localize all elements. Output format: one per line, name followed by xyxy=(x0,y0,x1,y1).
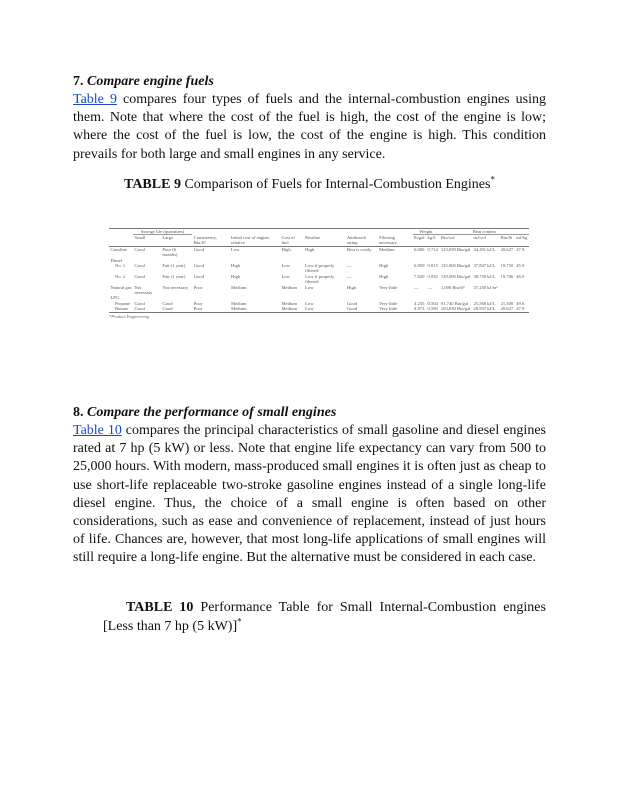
column-header-row xyxy=(109,235,529,246)
table-9-footnote: *Product Engineering. xyxy=(109,313,151,319)
table-cell: Fair (1 year) xyxy=(162,262,186,268)
table-9-caption xyxy=(73,175,546,194)
table-cell: 6.000 xyxy=(414,246,425,252)
table-cell: Good xyxy=(133,306,161,312)
table-cell: 135,800 Btu/gal xyxy=(440,262,471,268)
table-cell: Low xyxy=(305,300,314,306)
table-cell: Low xyxy=(304,306,346,312)
table-cell: 49.6 xyxy=(516,300,525,306)
column-header: Cost of fuel xyxy=(280,235,304,246)
column-header: Antiknock rating xyxy=(345,235,377,246)
table-cell: High xyxy=(231,262,241,268)
table-cell: 21,308 xyxy=(500,300,514,306)
table-cell: Not necessary xyxy=(162,284,189,290)
section-8-heading xyxy=(73,403,546,422)
table-9-label: TABLE 9 xyxy=(124,176,181,192)
table-row xyxy=(109,246,529,257)
table-cell: 4.873 xyxy=(414,306,425,312)
table-cell: Poor (6 months) xyxy=(162,246,178,258)
table-cell: — xyxy=(414,284,419,290)
table-cell: Low xyxy=(231,246,240,252)
weight-group-header: Weight xyxy=(413,229,440,235)
column-header: Small xyxy=(133,235,161,246)
table-cell: 47.9 xyxy=(515,306,529,312)
column-header: kg/L xyxy=(426,235,439,246)
table-cell: Fair (1 year) xyxy=(162,273,186,279)
table-cell: Very little xyxy=(379,284,398,290)
table-cell: Good xyxy=(161,306,192,312)
table-cell xyxy=(515,285,529,296)
table-cell: Low if properly filtered xyxy=(305,273,335,285)
table-cell: 45.9 xyxy=(516,262,525,268)
section-7-body: compares four types of fuels and the internal-combustion engines using them. Note that where the cost of the fuel is high, the cost of the engine is low; where the cost of the fuel is low, the cost of the engine is high. This condition prevails for both large and small engines in any service. xyxy=(73,92,546,162)
fuel-comparison-table xyxy=(109,228,529,313)
section-7-paragraph xyxy=(73,91,546,164)
table-9-caption-text: Comparison of Fuels for Internal-Combustion Engines xyxy=(184,176,491,192)
table-cell: 46.0 xyxy=(516,273,525,279)
table-cell xyxy=(499,285,515,296)
table-cell: 20,627 xyxy=(500,306,514,312)
section-7-number: 7. xyxy=(73,74,84,89)
table-row xyxy=(109,285,529,296)
fuel-name-cell: Gasoline xyxy=(110,246,127,252)
table-row xyxy=(109,306,529,312)
table-cell: 19,786 xyxy=(500,273,514,279)
table-10-link[interactable]: Table 10 xyxy=(73,423,122,438)
column-header: mJ/kg xyxy=(515,235,529,246)
table-cell: 28,937 kJ/L xyxy=(472,306,499,312)
table-cell: 0.835 xyxy=(427,273,438,279)
table-cell: Good xyxy=(193,246,204,252)
table-9-caption-mark: * xyxy=(490,174,495,185)
table-cell: 37,250 kJ/m³ xyxy=(473,284,498,290)
table-cell: Poor xyxy=(193,300,203,306)
table-cell: Very little xyxy=(378,306,413,312)
table-cell: Good xyxy=(134,300,145,306)
column-header xyxy=(109,235,133,246)
table-cell: High xyxy=(231,273,241,279)
table-cell: 37,847 kJ/L xyxy=(473,262,496,268)
table-cell: Medium xyxy=(230,306,280,312)
table-10-caption xyxy=(103,598,546,636)
table-cell: Medium xyxy=(281,300,298,306)
table-cell: — xyxy=(346,262,352,268)
table-cell: 25,568 kJ/L xyxy=(473,300,496,306)
fuel-name-cell: No. 2 xyxy=(115,273,126,279)
table-cell: High xyxy=(305,246,315,252)
table-cell: Medium xyxy=(231,300,247,306)
section-7-title: Compare engine fuels xyxy=(87,74,214,89)
fuel-table-body xyxy=(109,246,529,312)
heat-group-header: Heat content xyxy=(439,229,529,235)
table-cell: High xyxy=(281,246,291,252)
table-cell: — xyxy=(346,273,352,279)
table-10-label: TABLE 10 xyxy=(126,600,194,615)
table-cell: Good xyxy=(134,246,145,252)
table-cell: Medium xyxy=(379,246,395,252)
table-cell: 91,740 Btu/gal xyxy=(440,300,469,306)
table-cell: 47.9 xyxy=(516,246,525,252)
column-header: Btu/vol xyxy=(439,235,472,246)
table-cell: 19,750 xyxy=(500,262,514,268)
table-cell: Good xyxy=(193,273,204,279)
section-7-heading xyxy=(73,72,546,91)
table-cell: 1,000 Btu/ft³ xyxy=(440,284,465,290)
fuel-name-cell: Diesel xyxy=(110,257,123,263)
table-10-caption-mark: * xyxy=(237,616,242,627)
table-10-caption-text: Performance Table for Small Internal-Combustion engines [Less than 7 hp (5 kW)] xyxy=(103,600,546,634)
table-9-image xyxy=(109,228,529,319)
table-cell: 123,039 Btu/gal xyxy=(440,246,471,252)
table-cell: Not necessary xyxy=(134,284,153,295)
table-cell: Low xyxy=(305,284,314,290)
table-cell: 4.235 xyxy=(414,300,425,306)
storage-group-header: Storage life (quantities) xyxy=(133,229,192,235)
column-header: Residue xyxy=(304,235,346,246)
table-cell: Medium xyxy=(281,284,298,290)
table-cell: 34,291 kJ/L xyxy=(473,246,496,252)
column-header: Large xyxy=(161,235,192,246)
table-cell: Very little xyxy=(379,300,398,306)
table-cell: 139,000 Btu/gal xyxy=(440,273,471,279)
fuel-name-cell: Natural gas xyxy=(110,284,132,290)
table-cell: 0.815 xyxy=(427,262,438,268)
table-row xyxy=(109,263,529,274)
column-header: Consistency, Btu/ft³ xyxy=(192,235,229,246)
fuel-name-cell: No. 1 xyxy=(115,262,126,268)
section-8 xyxy=(73,403,546,568)
fuel-name-cell: Propane xyxy=(115,300,131,306)
table-cell: 6.850 xyxy=(414,262,425,268)
table-cell: Medium xyxy=(231,284,247,290)
table-cell: 38,739 kJ/L xyxy=(473,273,496,279)
fuel-name-cell: Butane xyxy=(109,306,133,312)
fuel-name-cell: LPG xyxy=(110,295,120,301)
table-cell: Good xyxy=(346,300,358,306)
column-header: mJ/vol xyxy=(472,235,499,246)
table-cell: 103,830 Btu/gal xyxy=(440,306,471,312)
column-header: Initial cost of engine, relative xyxy=(230,235,280,246)
section-8-title: Compare the performance of small engines xyxy=(87,405,337,420)
table-9-link[interactable]: Table 9 xyxy=(73,92,117,107)
table-cell: 0.714 xyxy=(427,246,438,252)
table-cell: High xyxy=(379,273,389,279)
section-8-paragraph xyxy=(73,422,546,568)
table-cell: Good xyxy=(134,262,145,268)
table-cell: — xyxy=(427,284,433,290)
table-cell: Low xyxy=(281,262,290,268)
section-8-number: 8. xyxy=(73,405,84,420)
table-cell: Good xyxy=(134,273,145,279)
table-cell: 0.504 xyxy=(427,300,438,306)
table-cell: Poor xyxy=(193,284,203,290)
table-cell: Good xyxy=(162,300,173,306)
section-8-body: compares the principal characteristics of small gasoline and diesel engines rated at 7 hp (5 kW) or less. Note that engine life expectancy can vary from 500 to 25,000 hours. With modern, mass-produced small engines it is often just as cheap to use short-life replaceable two-stroke gasoline engines instead of a single long-life diesel engine. Thus, the choice of a small engine is often based on other considerations, such as ease and convenience of replacement, instead of just hours of life. Chances are, however, that most long-life applications of small engines will still require a long-life engine. But the alternative must be considered in each case. xyxy=(73,423,546,566)
table-cell: Low if properly filtered xyxy=(305,262,335,274)
table-cell: Medium xyxy=(280,306,304,312)
column-header: Btu/lb xyxy=(499,235,515,246)
table-cell: Low xyxy=(281,273,290,279)
column-header: lb/gal xyxy=(413,235,426,246)
table-cell: 20,627 xyxy=(500,246,514,252)
table-row xyxy=(109,274,529,285)
table-cell: High xyxy=(379,262,389,268)
section-7 xyxy=(73,72,546,194)
table-cell: Good xyxy=(193,262,204,268)
table-cell: Good xyxy=(345,306,377,312)
table-cell: 0.580 xyxy=(427,306,438,312)
table-cell: Poor xyxy=(192,306,229,312)
table-cell: Best is costly xyxy=(346,246,372,252)
column-header: Filtering necessary xyxy=(378,235,413,246)
table-cell: 7.020 xyxy=(414,273,425,279)
table-cell: High xyxy=(346,284,357,290)
